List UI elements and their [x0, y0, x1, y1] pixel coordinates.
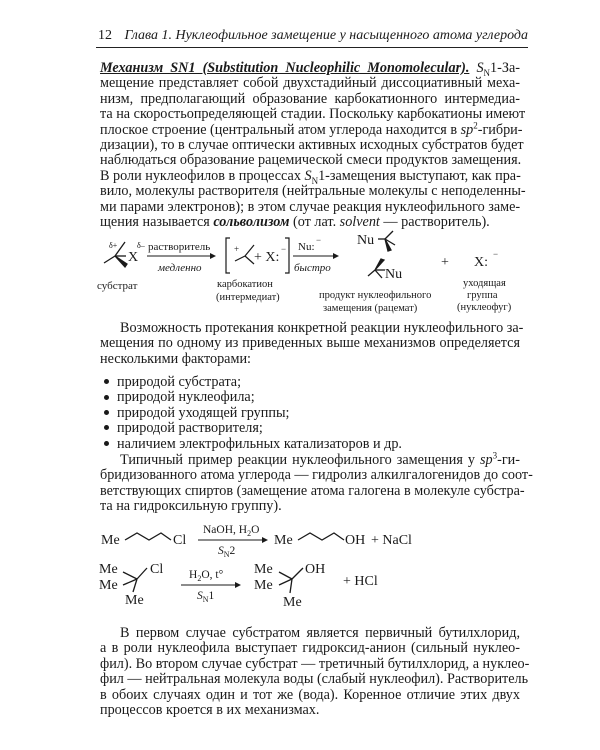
butyl-chain: [125, 533, 171, 540]
text-line: процессов кроется в их механизмах.: [100, 702, 320, 719]
text-line: Типичный пример реакции нуклеофильного замещения у $sp^3-ги-$: [120, 450, 520, 468]
product-oh: OH: [305, 562, 326, 577]
list-item: природой уходящей группы;: [100, 406, 520, 421]
text-line: дизации), то в случае оптически активных исходных субстратов будет: [100, 137, 524, 154]
text-line: В роли нуклеофилов в процессах $S_N1$-замещения выступают, как пра-: [100, 167, 521, 186]
text-line: щения называется сольволизом (от лат. solvent — растворитель).: [100, 214, 490, 231]
label-cation: карбокатион: [217, 279, 273, 290]
text-line: В первом случае субстратом является первичный бутилхлорид,: [120, 625, 520, 641]
text-line: Механизм SN1 (Substitution Nucleophilic Monomolecular). $S_N1-За-$: [100, 60, 520, 78]
product-bottom-structure: [368, 259, 385, 278]
mechanism-label: $S_N1$: [197, 590, 215, 604]
section-heading: Механизм SN1 (Substitution Nucleophilic Monomolecular).: [100, 60, 470, 76]
arrow-head: [210, 253, 216, 259]
text-line: плоское строение (центральный атом углерода находится в $sp^2-гибри-$: [100, 119, 523, 138]
step1-condition: растворитель: [148, 241, 211, 253]
text-line: несколькими факторами:: [100, 350, 251, 367]
text-line: в обоих случаях один и тот же (вода). Коренное отличие этих двух: [100, 686, 520, 703]
label-nucleofuge: (нуклеофуг): [457, 302, 512, 313]
factors-list: [100, 375, 520, 452]
free-anion: X:: [474, 255, 488, 270]
plus-sign: +: [441, 255, 449, 270]
text-line: ветствующих спиртов (замещение атома галогена в молекуле субстра-: [100, 482, 525, 499]
text-line: Возможность протекания конкретной реакции нуклеофильного за-: [120, 320, 524, 336]
text-line: низм, предполагающий образование карбокатионного интермедиа-: [100, 90, 520, 107]
nucleophile-charge: −: [316, 235, 322, 245]
anion: + X:: [254, 250, 280, 265]
text-line: фил). Во втором случае субстрат — третичный бутилхлорид, а нуклео-: [100, 655, 530, 672]
text-line: фил — нейтральная молекула воды (слабый нуклеофил). Растворитель: [100, 671, 529, 688]
label-substrate: субстрат: [97, 280, 138, 292]
reactant-cl: Cl: [150, 562, 164, 577]
text-line: бридизованного атома углерода — гидролиз алкилгалогенидов до соот-: [100, 467, 533, 484]
tbutanol-structure: [279, 568, 303, 593]
reactant-me-2: Me: [99, 578, 118, 593]
term-solvolysis: сольволизом: [213, 214, 290, 231]
product-me-2: Me: [254, 578, 273, 593]
product-me: Me: [274, 533, 293, 548]
byproduct: + HCl: [343, 574, 378, 589]
butyl-chain: [298, 533, 344, 540]
label-intermediate: (интермедиат): [216, 292, 280, 303]
product-me-3: Me: [283, 595, 302, 610]
nucleophile-reagent: Nu:: [298, 241, 315, 253]
product-oh: OH: [345, 533, 366, 548]
label-product: продукт нуклеофильного: [319, 290, 432, 301]
text-line: а в роли нуклеофила выступает гидроксид-анион (сильный нуклео-: [100, 640, 520, 657]
reactant-me: Me: [101, 533, 120, 548]
byproduct: + NaCl: [371, 533, 412, 548]
product-me-1: Me: [254, 562, 273, 577]
list-item: природой растворителя;: [100, 421, 520, 436]
paragraph-factors-intro: [100, 320, 524, 367]
text-line: наблюдаться образование рацемической смеси продуктов замещения.: [100, 152, 522, 169]
mechanism-label: $S_N2$: [218, 545, 236, 559]
paragraph-comparison: [100, 625, 530, 719]
page-number: 12: [98, 28, 112, 43]
reagents: NaOH, $H_2O$: [203, 524, 260, 538]
text-line: ми парами электронов); в этом случае реакция нуклеофильного заме-: [100, 198, 521, 215]
list-item: наличием электрофильных катализаторов и др.: [100, 437, 520, 452]
arrow-head: [235, 582, 241, 588]
chapter-title: Глава 1. Нуклеофильное замещение у насыщенного атома углерода: [124, 28, 528, 43]
reactant-me-3: Me: [125, 593, 144, 608]
delta-plus: δ+: [109, 241, 118, 250]
free-anion-charge: −: [493, 249, 499, 259]
arrow-head: [333, 253, 339, 259]
paragraph-sn1: [100, 60, 526, 231]
reactant-cl: Cl: [173, 533, 187, 548]
arrow-head: [262, 537, 268, 543]
paragraph-hydrolysis: [100, 450, 533, 515]
text-line: та на гидроксильную группу).: [100, 498, 282, 515]
product-bottom-nu: Nu: [385, 267, 403, 282]
step2-rate: быстро: [294, 262, 331, 274]
reaction-tertiary: [95, 555, 525, 617]
anion-charge: −: [281, 244, 287, 254]
running-header: [96, 27, 528, 48]
sn1-scheme: [95, 228, 525, 328]
cation-charge: +: [234, 244, 240, 254]
product-top-nu: Nu: [357, 233, 375, 248]
label-leaving: уходящая: [463, 278, 506, 289]
product-top-structure: [378, 231, 395, 251]
list-item: природой нуклеофила;: [100, 390, 520, 405]
text-line: та на скоростьопределяющей стадии. Поскольку карбокатионы имеют: [100, 106, 526, 123]
reagents: $H_2O$, t°: [189, 569, 224, 583]
leaving-atom: X: [128, 250, 139, 265]
list-item: природой субстрата;: [100, 375, 520, 390]
text-line: вило, молекулы растворителя (нейтральные молекулы с неподеленны-: [100, 183, 526, 200]
label-group: группа: [467, 290, 498, 301]
text-line: мещения по одному из приведенных выше механизмов определяется: [100, 335, 520, 352]
label-racemate: замещения (рацемат): [323, 303, 418, 314]
delta-minus: δ–: [137, 241, 145, 250]
tbutyl-structure: [123, 568, 147, 592]
reactant-me-1: Me: [99, 562, 118, 577]
reaction-primary: [95, 520, 525, 560]
step1-rate: медленно: [158, 262, 202, 274]
text-line: мещение представляет собой двухстадийный диссоциативный меха-: [100, 75, 520, 92]
